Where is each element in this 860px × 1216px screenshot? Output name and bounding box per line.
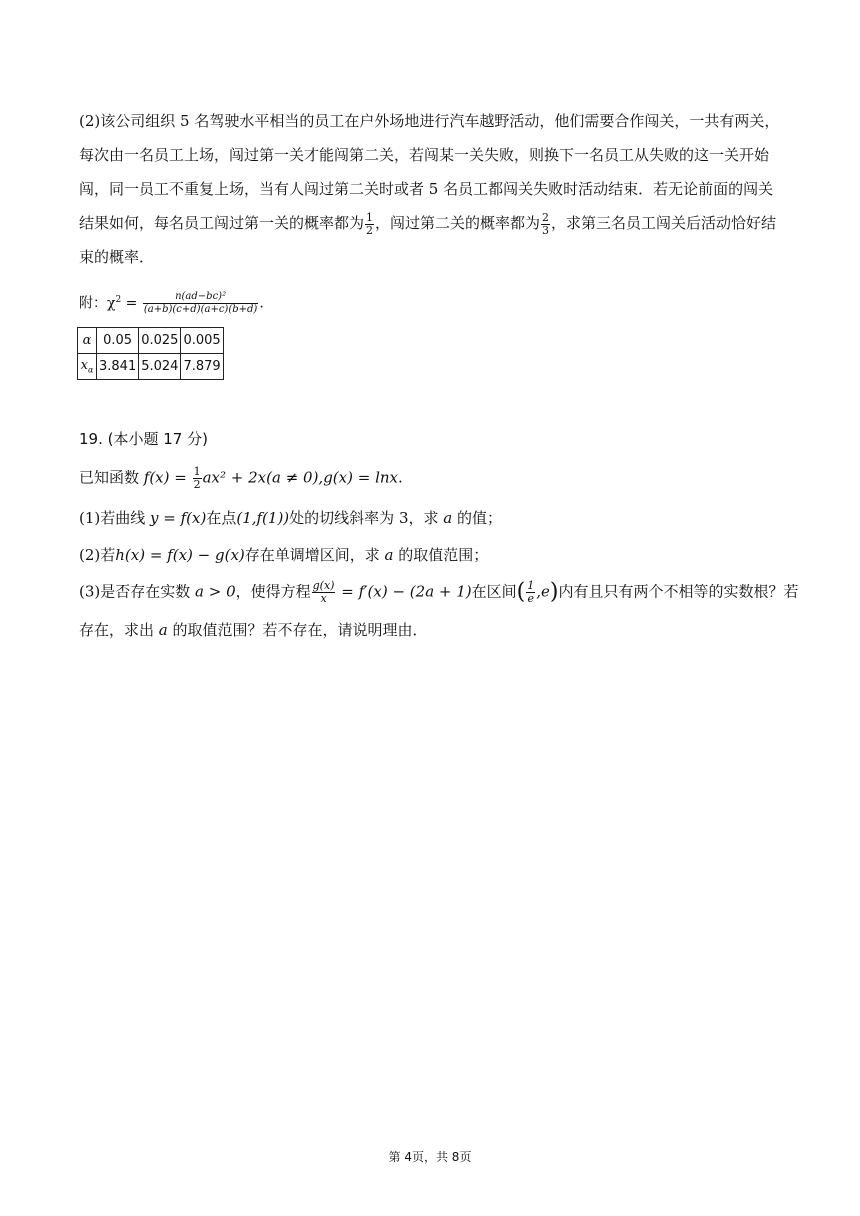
table-cell: 5.024 [139, 354, 181, 380]
chi-square-fraction [143, 291, 258, 316]
table-cell: 0.05 [97, 328, 139, 354]
question-19-part-3 [79, 580, 799, 605]
question-19-title: 19. (本小题 17 分) [79, 430, 208, 448]
math-variable: a [384, 546, 394, 564]
table-cell: 3.841 [97, 354, 139, 380]
text-fragment: ，使得方程 [235, 582, 311, 601]
period: . [259, 295, 264, 312]
text-line: 每次由一名员工上场，闯过第一关才能闯第二关，若闯某一关失败，则换下一名员工从失败的这一关开始 [79, 146, 770, 164]
fraction-denominator: 2 [193, 478, 201, 491]
math-variable: x [389, 468, 398, 487]
math-expression: f(x) = [143, 468, 192, 487]
question-19-part-1 [79, 507, 502, 529]
text-fragment: 的取值范围？若不存在，请说明理由． [167, 621, 428, 639]
text-fragment: (1)若曲线 [79, 509, 151, 527]
math-variable: a [443, 509, 453, 527]
question-18-part-2 [79, 104, 784, 274]
text-line: 束的概率． [79, 248, 155, 266]
fraction-denominator: (a+b)(c+d)(a+c)(b+d) [143, 304, 258, 315]
fraction-denominator: 3 [542, 223, 550, 237]
right-paren: ) [549, 579, 559, 605]
fraction-denominator: 2 [366, 223, 374, 237]
text-fragment: 的取值范围； [393, 546, 489, 564]
critical-value-table [77, 327, 224, 380]
table-header-cell: α [78, 328, 97, 354]
text-fragment: 在区间 [471, 582, 517, 601]
table-row [78, 354, 224, 380]
text-fragment: 结果如何，每名员工闯过第一关的概率都为 [79, 214, 365, 232]
fraction-denominator: e [527, 592, 534, 605]
text-fragment: (2)若 [79, 546, 116, 564]
table-cell: 0.005 [181, 328, 223, 354]
chi-symbol: χ [107, 295, 116, 312]
page-footer: 第 4页，共 8页 [388, 1150, 472, 1164]
text-fragment: ，闯过第二关的概率都为 [375, 214, 541, 232]
fraction-denominator: x [320, 592, 327, 605]
math-variable: a [158, 621, 168, 639]
text-line-with-fractions [79, 206, 784, 240]
question-19-part-3-cont [79, 619, 428, 641]
table-cell: 0.025 [139, 328, 181, 354]
one-over-e-fraction [526, 580, 535, 605]
text-fragment: 在点 [206, 509, 237, 527]
chi-square-formula [79, 291, 264, 316]
probability-fraction-1 [365, 212, 374, 237]
math-expression: ,e [536, 582, 550, 601]
text-fragment: ，求第三名员工闯关后活动恰好结 [551, 214, 777, 232]
text-line: 闯，同一员工不重复上场，当有人闯过第二关时或者 5 名员工都闯关失败时活动结束．若无论前面的闯关 [79, 180, 774, 198]
text-line: (2)该公司组织 5 名驾驶水平相当的员工在户外场地进行汽车越野活动，他们需要合作闯关，一共有两关， [79, 112, 780, 130]
math-expression: y = f(x) [150, 509, 207, 527]
x-symbol: x [80, 358, 88, 374]
fraction-numerator: g(x) [312, 579, 335, 592]
fraction-numerator: 1 [527, 579, 535, 592]
equals: = [121, 295, 142, 312]
math-expression: a > 0 [195, 582, 236, 601]
superscript: 2 [115, 294, 122, 305]
appendix-label: 附： [79, 295, 107, 312]
math-expression: ax² + 2x(a ≠ 0),g(x) = ln [202, 468, 390, 487]
text-fragment: (3)是否存在实数 [79, 582, 196, 601]
half-fraction [193, 466, 202, 491]
text-fragment: 的值； [452, 509, 502, 527]
question-19-part-2 [79, 544, 488, 566]
probability-fraction-2 [541, 212, 550, 237]
left-paren: ( [516, 579, 526, 605]
math-expression: h(x) = f(x) − g(x) [115, 546, 245, 564]
text-fragment: 存在单调增区间，求 [244, 546, 385, 564]
fraction-numerator: 1 [193, 465, 201, 478]
fraction-numerator: 2 [542, 210, 550, 224]
fraction-numerator: 1 [366, 210, 374, 224]
text-fragment: 已知函数 [79, 468, 144, 487]
text-fragment: 处的切线斜率为 3，求 [289, 509, 444, 527]
text-fragment: 内有且只有两个不相等的实数根？若 [558, 582, 799, 601]
g-over-x-fraction [312, 580, 336, 605]
fraction-numerator: n(ad−bc)² [143, 291, 258, 304]
period: . [398, 468, 403, 487]
question-19-stem [79, 466, 403, 491]
math-expression: (1,f(1)) [236, 509, 290, 527]
text-fragment: 存在，求出 [79, 621, 159, 639]
table-cell: 7.879 [181, 354, 223, 380]
table-row [78, 328, 224, 354]
table-header-cell [78, 354, 97, 380]
math-expression: = f′(x) − (2a + 1) [336, 582, 472, 601]
subscript: α [87, 365, 94, 375]
